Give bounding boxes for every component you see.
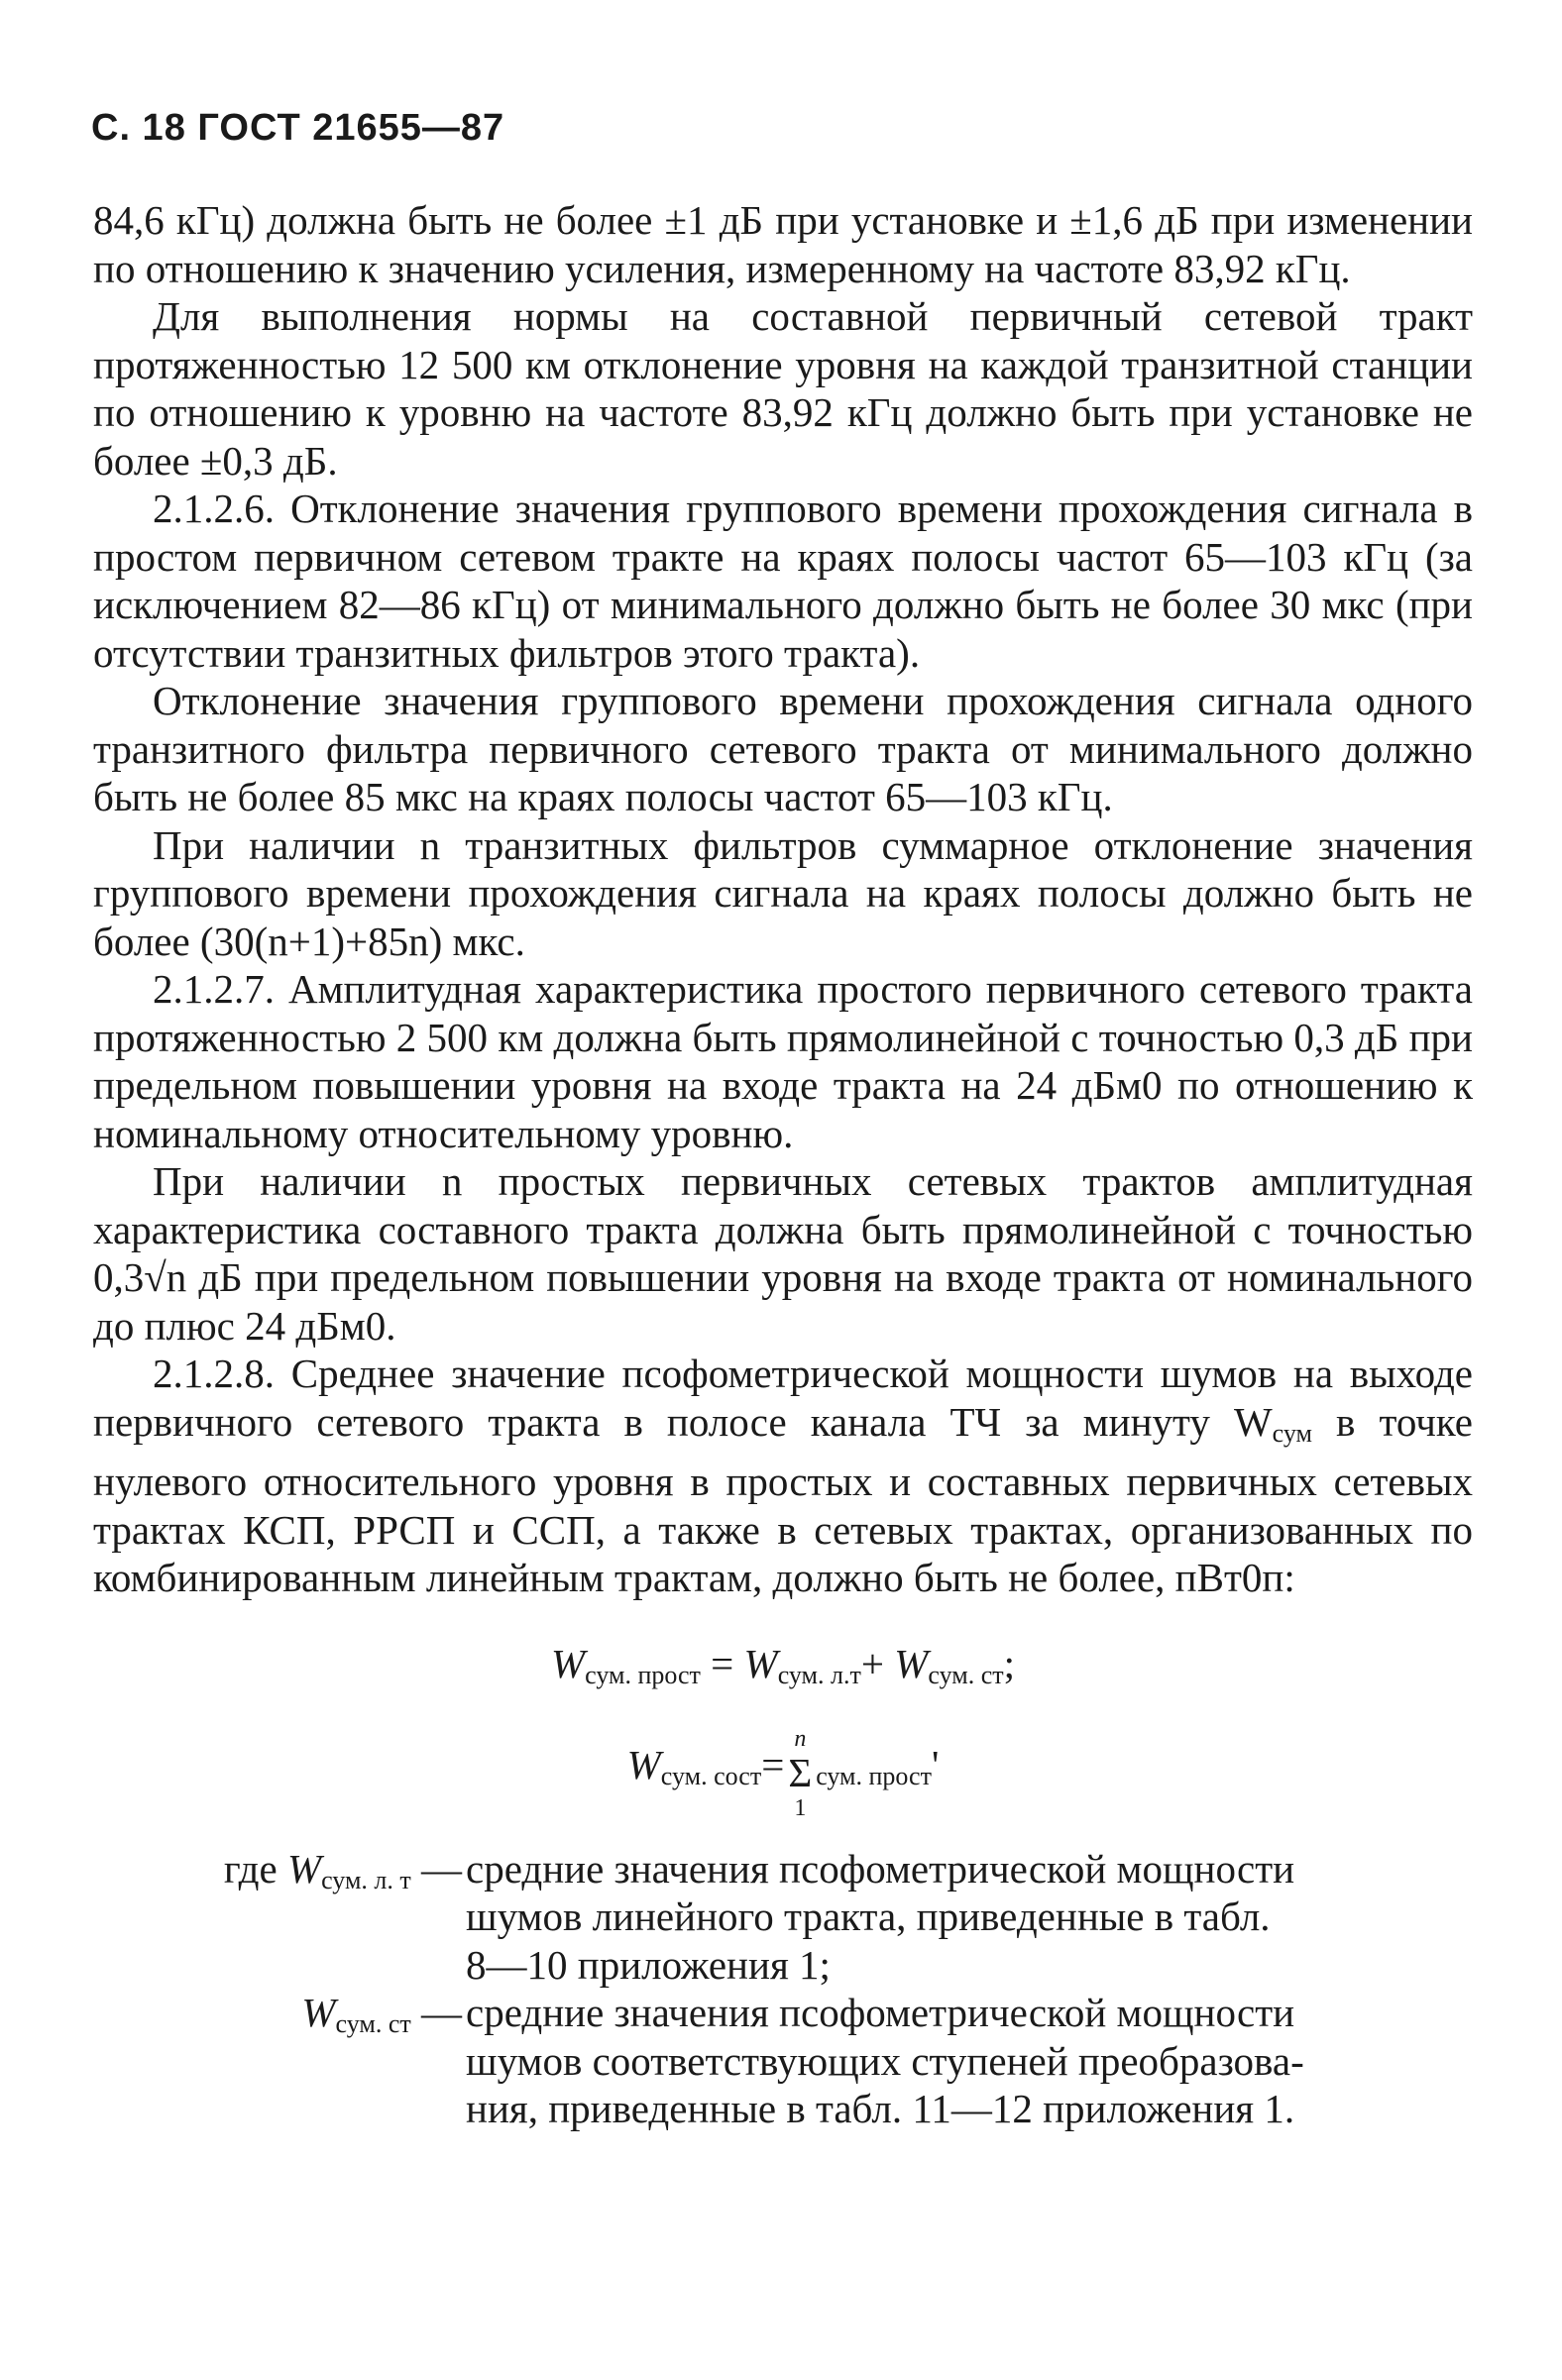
paragraph-1: 84,6 кГц) должна быть не более ±1 дБ при установке и ±1,6 дБ при изменении по отношению к значению усиления, измеренному на частоте 83,92 кГц.: [93, 197, 1473, 291]
paragraph-7: При наличии n простых первичных сетевых трактов амплитудная характеристика составного тракта должна быть прямолинейной с точностью 0,3√n дБ при предельном повышении уровня на входе тракта от номинального до плюс 24 дБм0.: [93, 1158, 1473, 1349]
paragraph-2: Для выполнения нормы на составной первичный сетевой тракт протяженностью 12 500 км отклонение уровня на каждой транзитной станции по отношению к уровню на частоте 83,92 кГц должно быть при установке не более ±0,3 дБ.: [93, 293, 1473, 484]
definition-term: $W_{сум. ст}$ —: [301, 1990, 462, 2038]
paragraph-3: 2.1.2.6. Отклонение значения группового времени прохождения сигнала в простом первичном сетевом тракте на краях полосы частот 65—103 кГц (за исключением 82—86 кГц) от минимального должно быть не более 30 мкс (при отсутствии транзитных фильтров этого тракта).: [93, 486, 1473, 676]
paragraph-8-subscript: сум: [1272, 1418, 1312, 1448]
paragraph-8-part-1: 2.1.2.8. Среднее значение псофометрической мощности шумов на выходе первичного сетевого тракта в полосе канала ТЧ за минуту W: [93, 1351, 1473, 1445]
formula-simple-noise: $W_{сум. прост} = W_{сум. л.т}+ W_{сум. ст}$;: [550, 1640, 1016, 1689]
definition-item: [93, 1989, 1473, 2133]
paragraph-8-part-2: в точке нулевого относительного уровня в простых и составных первичных сетевых трактах КСП, РРСП и ССП, а также в сетевых трактах, организованных по комбинированным линейным трактам, должно быть не более, пВт0п:: [93, 1398, 1473, 1600]
document-body: [93, 196, 1473, 2133]
page-header: С. 18 ГОСТ 21655—87: [91, 107, 505, 149]
definition-text: средние значения псофометрической мощности шумов линейного тракта, приведенные в табл. 8—10 приложения 1;: [466, 1845, 1295, 1988]
paragraph-5: При наличии n транзитных фильтров суммарное отклонение значения группового времени прохождения сигнала на краях полосы должно быть не более (30(n+1)+85n) мкс.: [93, 821, 1473, 964]
definitions-list: [93, 1845, 1473, 2133]
formula-composite-noise: $W_{сум. сост}=$ n Σ 1 $_{сум. прост}$': [626, 1726, 940, 1821]
definition-text: средние значения псофометрической мощности шумов соответствующих ступеней преобразова- ния, приведенные в табл. 11—12 приложения 1.: [466, 1990, 1304, 2131]
summation-sign: n Σ 1: [788, 1726, 813, 1821]
paragraph-4: Отклонение значения группового времени прохождения сигнала одного транзитного фильтра первичного сетевого тракта от минимального должно быть не более 85 мкс на краях полосы частот 65—103 кГц.: [93, 678, 1473, 819]
paragraph-8: [93, 1350, 1473, 1602]
paragraph-6: 2.1.2.7. Амплитудная характеристика простого первичного сетевого тракта протяженностью 2 500 км должна быть прямолинейной с точностью 0,3 дБ при предельном повышении уровня на входе тракта на 24 дБм0 по отношению к номинальному относительному уровню.: [93, 966, 1473, 1156]
definition-item: [93, 1845, 1473, 1990]
definition-term: где $W_{сум. л. т}$ —: [223, 1845, 462, 1894]
